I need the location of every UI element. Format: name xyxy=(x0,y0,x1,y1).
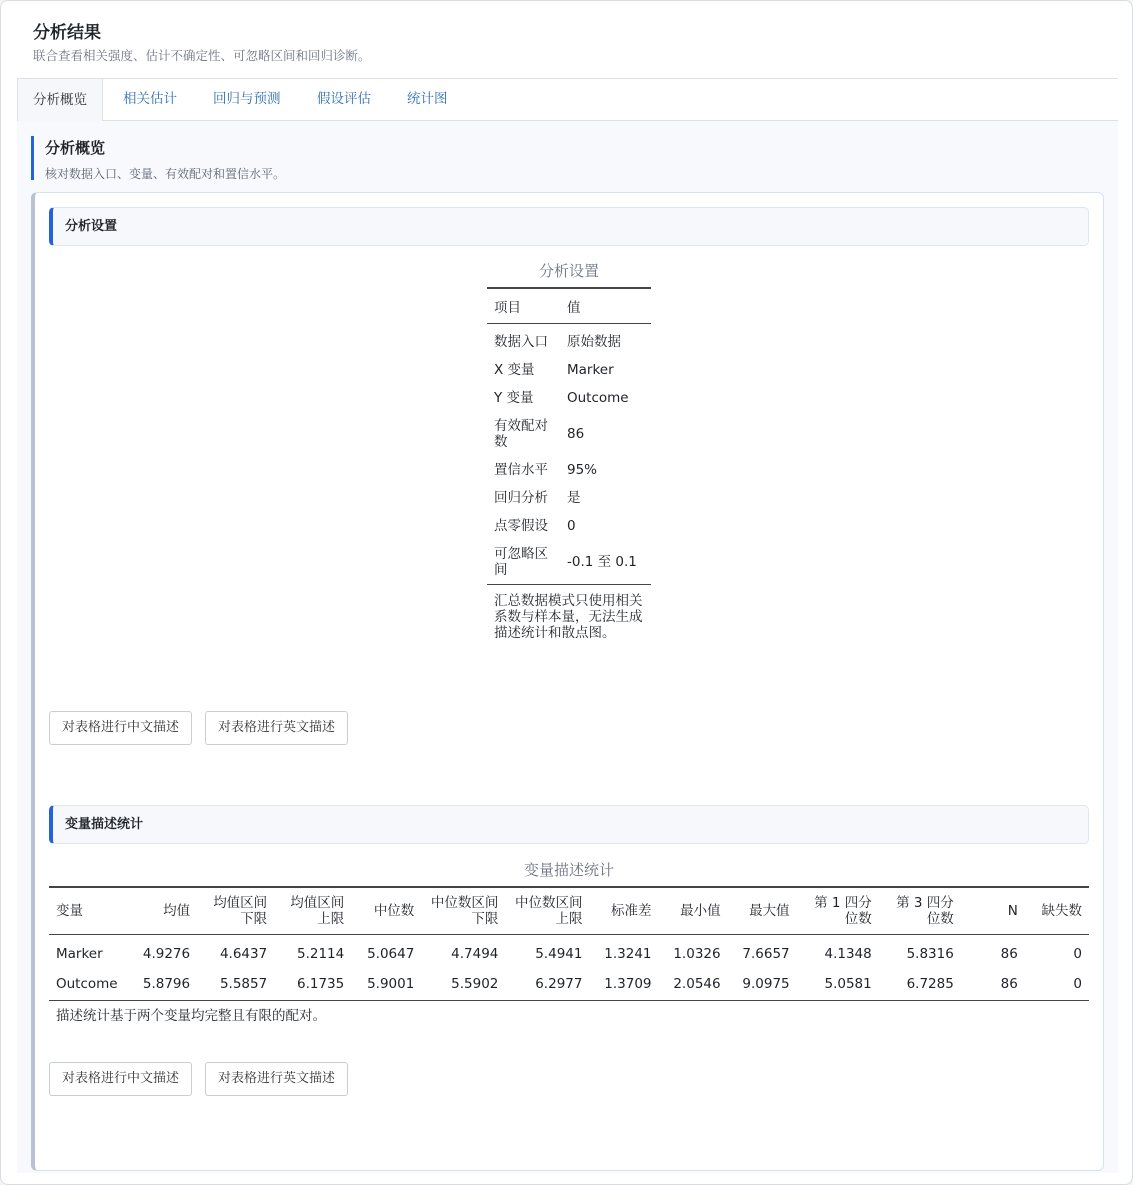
section-header xyxy=(31,136,285,180)
stat-cell: 86 xyxy=(1000,946,1018,962)
section-description: 核对数据入口、变量、有效配对和置信水平。 xyxy=(45,167,286,181)
descriptive-table-wrap xyxy=(49,859,1089,1031)
settings-item: 回归分析 xyxy=(494,490,548,506)
stat-cell: 5.5857 xyxy=(197,969,274,1001)
settings-row xyxy=(487,324,651,357)
column-header: 最小值 xyxy=(659,887,728,935)
settings-table-note: 汇总数据模式只使用相关系数与样本量，无法生成描述统计和散点图。 xyxy=(494,593,643,641)
settings-row xyxy=(487,540,651,585)
settings-item: 数据入口 xyxy=(494,334,548,350)
stat-cell: 7.6657 xyxy=(742,946,790,962)
table-row xyxy=(49,969,1089,1001)
column-header: 中位数区间上限 xyxy=(505,887,589,935)
column-header: 均值 xyxy=(127,887,197,935)
descriptive-heading: 变量描述统计 xyxy=(49,805,1089,844)
stat-cell: 4.6437 xyxy=(219,946,268,962)
stat-cell: 4.9276 xyxy=(142,946,191,962)
settings-value: -0.1 至 0.1 xyxy=(560,540,651,585)
stat-cell: 5.8316 xyxy=(906,946,954,962)
stat-cell: 2.0546 xyxy=(659,969,728,1001)
settings-value: 是 xyxy=(567,490,581,506)
tab-regression[interactable]: 回归与预测 xyxy=(213,91,281,107)
settings-item: 点零假设 xyxy=(494,518,548,534)
describe-english-button-2[interactable]: 对表格进行英文描述 xyxy=(205,1062,348,1096)
tab-charts[interactable]: 统计图 xyxy=(407,91,448,107)
stat-cell: 6.1735 xyxy=(274,969,351,1001)
settings-row xyxy=(487,384,651,412)
column-header: 最大值 xyxy=(728,887,797,935)
settings-row xyxy=(487,484,651,512)
stat-cell: 5.0647 xyxy=(367,946,415,962)
settings-value: 原始数据 xyxy=(567,334,621,350)
stat-cell: 4.1348 xyxy=(824,946,872,962)
stat-cell: 1.3241 xyxy=(604,946,652,962)
stat-cell: 86 xyxy=(961,969,1025,1001)
stat-cell: 6.7285 xyxy=(879,969,961,1001)
stat-cell: 5.8796 xyxy=(127,969,197,1001)
settings-row xyxy=(487,356,651,384)
descriptive-table-title: 变量描述统计 xyxy=(523,861,614,879)
stat-cell: 5.0581 xyxy=(797,969,879,1001)
settings-item: 有效配对数 xyxy=(494,418,548,450)
settings-item: 置信水平 xyxy=(494,462,548,478)
stat-cell: 4.7494 xyxy=(451,946,499,962)
settings-value: Marker xyxy=(567,362,614,378)
settings-value: 95% xyxy=(567,462,598,478)
describe-chinese-button[interactable]: 对表格进行中文描述 xyxy=(49,711,192,745)
table-row xyxy=(49,935,1089,970)
column-header: 均值区间下限 xyxy=(197,887,274,935)
stat-cell: 5.5902 xyxy=(421,969,505,1001)
column-header: 中位数区间下限 xyxy=(421,887,505,935)
descriptive-table-note: 描述统计基于两个变量均完整且有限的配对。 xyxy=(56,1008,326,1024)
stat-cell: 1.0326 xyxy=(673,946,721,962)
column-header: 值 xyxy=(560,288,651,324)
stat-cell: 6.2977 xyxy=(505,969,589,1001)
stat-cell: 0 xyxy=(1025,969,1089,1001)
settings-table-title: 分析设置 xyxy=(538,262,599,280)
settings-value: Outcome xyxy=(567,390,629,406)
page-subtitle: 联合查看相关强度、估计不确定性、可忽略区间和回归诊断。 xyxy=(33,48,371,63)
settings-item: 可忽略区间 xyxy=(487,540,560,585)
column-header: 中位数 xyxy=(351,887,421,935)
tab-correlation[interactable]: 相关估计 xyxy=(123,91,177,107)
tab-content xyxy=(17,121,1118,1173)
column-header: 第 1 四分位数 xyxy=(797,887,879,935)
column-header: 缺失数 xyxy=(1025,887,1089,935)
settings-row xyxy=(487,456,651,484)
variable-name-cell: Outcome xyxy=(49,969,127,1001)
tab-bar xyxy=(17,78,1118,121)
column-header: 第 3 四分位数 xyxy=(879,887,961,935)
describe-english-button[interactable]: 对表格进行英文描述 xyxy=(205,711,348,745)
overview-panel xyxy=(31,192,1104,1171)
stat-cell: 9.0975 xyxy=(728,969,797,1001)
tab-overview[interactable]: 分析概览 xyxy=(17,78,103,122)
variable-name-cell: Marker xyxy=(56,946,103,962)
stat-cell: 5.9001 xyxy=(351,969,421,1001)
tab-hypothesis[interactable]: 假设评估 xyxy=(317,91,371,107)
settings-table-wrap xyxy=(487,260,651,649)
column-header: 均值区间上限 xyxy=(274,887,351,935)
describe-chinese-button-2[interactable]: 对表格进行中文描述 xyxy=(49,1062,192,1096)
page-title: 分析结果 xyxy=(33,23,101,43)
column-header: 标准差 xyxy=(589,887,658,935)
column-header: 项目 xyxy=(487,288,560,324)
settings-table xyxy=(487,260,651,649)
stat-cell: 5.4941 xyxy=(535,946,583,962)
settings-row xyxy=(487,512,651,540)
stat-cell: 5.2114 xyxy=(297,946,345,962)
descriptive-table xyxy=(49,859,1089,1031)
column-header: N xyxy=(961,887,1025,935)
settings-value: 86 xyxy=(567,426,585,442)
settings-heading: 分析设置 xyxy=(49,207,1089,246)
settings-item: Y 变量 xyxy=(494,390,534,406)
settings-row xyxy=(487,412,651,456)
section-title: 分析概览 xyxy=(45,139,106,157)
stat-cell: 0 xyxy=(1073,946,1082,962)
stat-cell: 1.3709 xyxy=(589,969,658,1001)
settings-value: 0 xyxy=(567,518,576,534)
column-header: 变量 xyxy=(49,887,127,935)
settings-item: X 变量 xyxy=(494,362,535,378)
